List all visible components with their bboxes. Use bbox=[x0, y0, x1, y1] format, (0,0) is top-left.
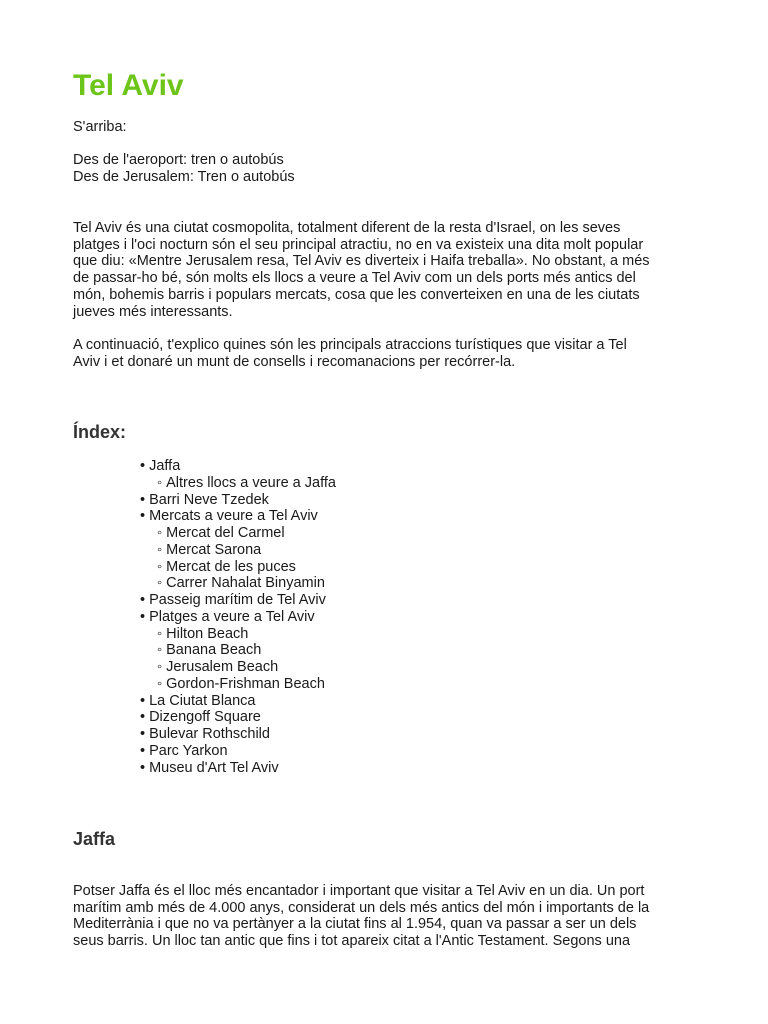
toc-item[interactable] bbox=[140, 458, 180, 475]
circle-bullet-icon: ◦ bbox=[157, 659, 163, 675]
circle-bullet-icon: ◦ bbox=[157, 525, 163, 541]
toc-item-label: Museu d'Art Tel Aviv bbox=[149, 759, 279, 776]
arrival-airport: Des de l'aeroport: tren o autobús bbox=[73, 152, 284, 168]
toc-subitem[interactable] bbox=[157, 642, 261, 659]
toc-item-label: Dizengoff Square bbox=[149, 709, 261, 726]
toc-item[interactable] bbox=[140, 508, 318, 525]
continuation-line: Aviv i et donaré un munt de consells i recomanacions per recórrer-la. bbox=[73, 354, 516, 370]
toc-item[interactable] bbox=[140, 760, 279, 777]
toc-item-label: Mercat del Carmel bbox=[166, 525, 285, 541]
toc-item-label: Parc Yarkon bbox=[149, 742, 228, 759]
jaffa-line: Mediterrània i que no va pertànyer a la ciutat fins al 1.954, quan va passar a ser un dels bbox=[73, 916, 637, 932]
toc-subitem[interactable] bbox=[157, 542, 261, 559]
toc-item[interactable] bbox=[140, 709, 261, 726]
bullet-icon: • bbox=[140, 726, 146, 742]
toc-item[interactable] bbox=[140, 693, 255, 710]
bullet-icon: • bbox=[140, 592, 146, 608]
toc-item-label: Platges a veure a Tel Aviv bbox=[149, 608, 315, 625]
index-heading: Índex: bbox=[73, 422, 127, 442]
bullet-icon: • bbox=[140, 608, 146, 625]
bullet-icon: • bbox=[140, 458, 146, 474]
toc-item-label: Mercat Sarona bbox=[166, 541, 262, 558]
page-title: Tel Aviv bbox=[73, 69, 184, 102]
continuation-line: A continuació, t'explico quines són les principals atraccions turístiques que visitar a Tel bbox=[73, 337, 627, 353]
toc-item-label: Jaffa bbox=[149, 458, 181, 474]
toc-item-label: Mercat de les puces bbox=[166, 558, 296, 575]
toc-item-label: La Ciutat Blanca bbox=[149, 692, 256, 709]
circle-bullet-icon: ◦ bbox=[157, 575, 163, 592]
arrival-jerusalem: Des de Jerusalem: Tren o autobús bbox=[73, 169, 295, 185]
jaffa-line: seus barris. Un lloc tan antic que fins i tot apareix citat a l'Antic Testament. Segons una bbox=[73, 933, 631, 949]
intro-line: jueves més interessants. bbox=[73, 304, 233, 320]
bullet-icon: • bbox=[140, 692, 146, 709]
toc-item-label: Passeig marítim de Tel Aviv bbox=[149, 592, 326, 608]
toc-item[interactable] bbox=[140, 609, 315, 626]
jaffa-line: Potser Jaffa és el lloc més encantador i important que visitar a Tel Aviv en un dia. Un port bbox=[73, 883, 645, 899]
intro-line: món, bohemis barris i populars mercats, cosa que les converteixen en una de les ciutats bbox=[73, 287, 640, 303]
intro-line: que diu: «Mentre Jerusalem resa, Tel Aviv es diverteix i Haifa treballa». No obstant, a més bbox=[73, 253, 650, 269]
circle-bullet-icon: ◦ bbox=[157, 675, 163, 692]
toc-item[interactable] bbox=[140, 592, 326, 609]
toc-item-label: Jerusalem Beach bbox=[166, 659, 279, 675]
jaffa-heading: Jaffa bbox=[73, 829, 116, 849]
jaffa-line: marítim amb més de 4.000 anys, considerat un dels més antics del món i importants de la bbox=[73, 900, 650, 916]
toc-item-label: Barri Neve Tzedek bbox=[149, 491, 269, 508]
toc-subitem[interactable] bbox=[157, 676, 325, 693]
toc-item[interactable] bbox=[140, 726, 270, 743]
toc-item[interactable] bbox=[140, 743, 228, 760]
toc-item-label: Hilton Beach bbox=[166, 625, 249, 642]
toc-item-label: Gordon-Frishman Beach bbox=[166, 675, 325, 692]
circle-bullet-icon: ◦ bbox=[157, 625, 163, 642]
circle-bullet-icon: ◦ bbox=[157, 474, 163, 491]
toc-item-label: Mercats a veure a Tel Aviv bbox=[149, 508, 318, 525]
bullet-icon: • bbox=[140, 742, 146, 759]
bullet-icon: • bbox=[140, 709, 146, 726]
toc-item-label: Altres llocs a veure a Jaffa bbox=[166, 474, 336, 491]
toc-subitem[interactable] bbox=[157, 475, 336, 492]
toc-item-label: Carrer Nahalat Binyamin bbox=[166, 575, 325, 592]
toc-subitem[interactable] bbox=[157, 559, 296, 576]
bullet-icon: • bbox=[140, 759, 146, 776]
toc-subitem[interactable] bbox=[157, 626, 248, 643]
toc-subitem[interactable] bbox=[157, 525, 285, 542]
arrival-label: S'arriba: bbox=[73, 119, 127, 135]
intro-line: de passar-ho bé, són molts els llocs a veure a Tel Aviv com un dels ports més antics del bbox=[73, 270, 636, 286]
intro-line: Tel Aviv és una ciutat cosmopolita, totalment diferent de la resta d'Israel, on les seves bbox=[73, 220, 621, 236]
toc-subitem[interactable] bbox=[157, 575, 325, 592]
intro-line: platges i l'oci nocturn són el seu principal atractiu, no en va existeix una dita molt popular bbox=[73, 237, 644, 253]
circle-bullet-icon: ◦ bbox=[157, 558, 163, 575]
bullet-icon: • bbox=[140, 508, 146, 525]
bullet-icon: • bbox=[140, 491, 146, 508]
toc-item[interactable] bbox=[140, 492, 269, 509]
toc-subitem[interactable] bbox=[157, 659, 278, 676]
circle-bullet-icon: ◦ bbox=[157, 541, 163, 558]
toc-item-label: Banana Beach bbox=[166, 642, 262, 659]
toc-item-label: Bulevar Rothschild bbox=[149, 726, 270, 742]
circle-bullet-icon: ◦ bbox=[157, 642, 163, 659]
